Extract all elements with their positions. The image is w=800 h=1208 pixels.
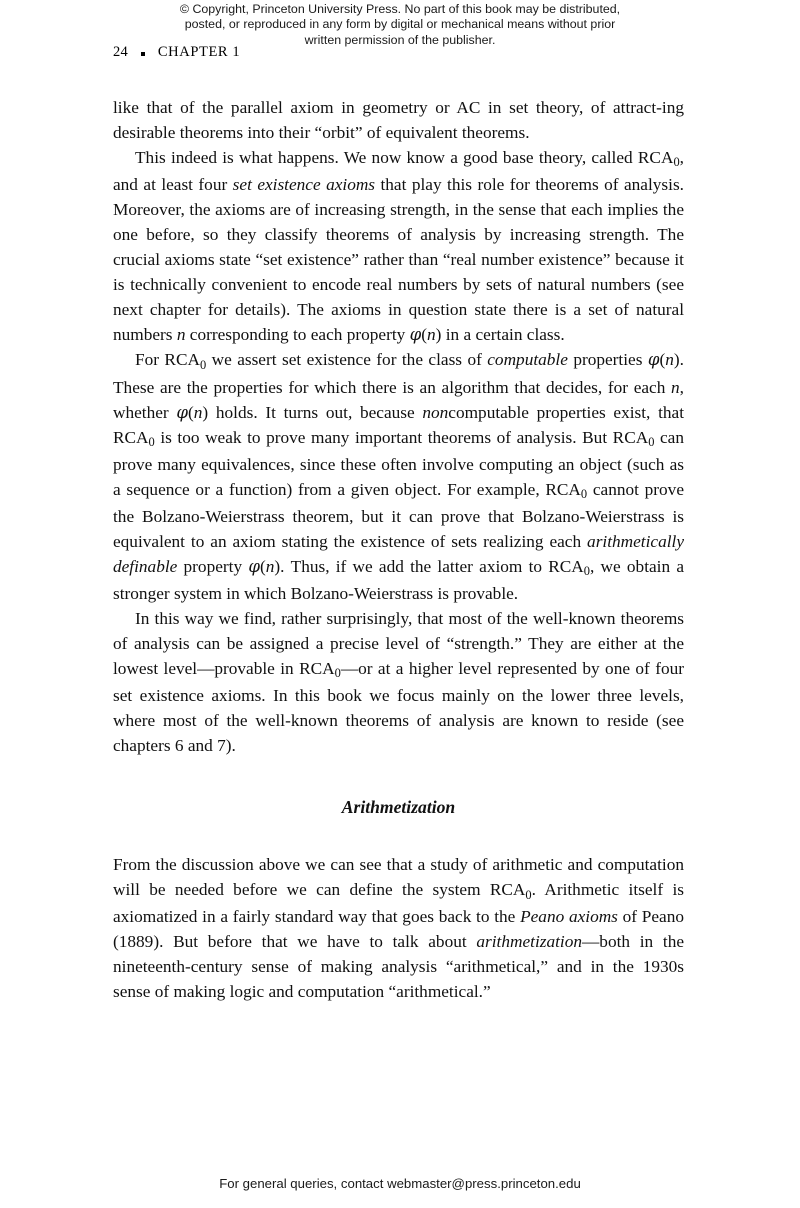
para-text: that play this role for theorems of analysis. Moreover, the axioms are of increasing strength, in the sense that each implies the one before, so they classify theorems of analysis by increasing strength. The crucial axioms state “set existence” rather than “real number existence” because it is technically convenient to encode real numbers by sets of natural numbers (see next chapter for details). The axioms in question state there is a set of natural numbers: [113, 175, 684, 345]
paragraph-base-theory: [113, 145, 684, 347]
rca-zero-subscript: 0: [673, 155, 680, 170]
text-column: [113, 95, 684, 1005]
square-bullet-icon: [141, 52, 145, 56]
para-text: properties: [567, 350, 648, 370]
paragraph-arithmetization-intro: [113, 852, 684, 1004]
emphasis-peano-axioms: Peano axioms: [520, 907, 618, 927]
para-text: From the discussion above we can see that a study of arithmetic and computation will be needed before we can define the system RCA: [113, 855, 684, 900]
rca-zero-subscript: 0: [334, 666, 341, 681]
variable-n: n: [176, 325, 186, 345]
para-text: —both in the nineteenth-century sense of making analysis “arithmetical,” and in the 1930s sense of making logic and computation “arithmetical.”: [113, 932, 685, 1002]
emphasis-computable: computable: [487, 350, 568, 370]
emphasis-non: non: [422, 402, 449, 422]
para-text: ) in a certain class.: [435, 325, 565, 345]
variable-n: n: [426, 325, 436, 345]
emphasis-set-existence-axioms: set existence axioms: [232, 175, 376, 195]
rca-zero-subscript: 0: [580, 486, 588, 501]
para-text: ). These are the properties for which there is an algorithm that decides, for each: [113, 350, 684, 397]
para-text: ) holds. It turns out, because: [202, 402, 423, 422]
paragraph-continuation: [113, 95, 684, 145]
variable-n: n: [665, 350, 674, 370]
rca-zero-subscript: 0: [648, 434, 655, 449]
para-text: , whether: [113, 377, 684, 422]
footer-general-queries: For general queries, contact webmaster@press.princeton.edu: [219, 1176, 581, 1191]
para-text: . Arithmetic itself is axiomatized in a fairly standard way that goes back to the: [113, 880, 684, 927]
variable-n: n: [193, 402, 203, 422]
para-text: computable properties exist, that RCA: [113, 402, 685, 447]
rca-zero-subscript: 0: [199, 357, 207, 372]
para-text: is too weak to prove many important theorems of analysis. But RCA: [154, 427, 649, 447]
para-text: ). Thus, if we add the latter axiom to RCA: [274, 556, 584, 576]
para-text: corresponding to each property: [185, 325, 410, 345]
paragraph-computable-properties: [113, 347, 684, 605]
phi-symbol: φ: [647, 350, 660, 370]
para-text: of Peano (1889). But before that we have to talk about: [113, 907, 685, 952]
running-head: [113, 44, 240, 61]
paragraph-strength-levels: [113, 606, 684, 758]
para-text: (: [659, 350, 666, 370]
para-text: , and at least four: [113, 148, 684, 195]
phi-symbol: φ: [248, 556, 260, 576]
rca-zero-subscript: 0: [583, 564, 590, 579]
emphasis-arithmetically-definable: arithmetically definable: [113, 531, 684, 576]
page-folio-number: 24: [113, 44, 128, 60]
para-text: can prove many equivalences, since these often involve computing an object (such as a sequence or a function) from a given object. For example, RCA: [113, 427, 684, 499]
para-text: cannot prove the Bolzano-Weierstrass theorem, but it can prove that Bolzano-Weierstrass is equivalent to an axiom stating the existence of sets realizing each: [113, 479, 684, 551]
variable-n: n: [671, 377, 680, 397]
para-text: —or at a higher level represented by one of four set existence axioms. In this book we focus mainly on the lower three levels, where most of the well-known theorems of analysis are known to reside (see chapters 6 and 7).: [113, 659, 684, 756]
section-heading-arithmetization: Arithmetization: [341, 797, 456, 818]
para-text: like that of the parallel axiom in geometry or AC in set theory, of attract-ing desirable theorems into their “orbit” of equivalent theorems.: [113, 98, 684, 143]
emphasis-arithmetization: arithmetization: [476, 932, 583, 952]
phi-symbol: φ: [409, 325, 422, 345]
para-text: property: [177, 556, 249, 576]
rca-zero-subscript: 0: [148, 434, 155, 449]
phi-symbol: φ: [176, 402, 188, 422]
para-text: For RCA: [135, 350, 200, 370]
para-text: we assert set existence for the class of: [206, 350, 488, 370]
para-text: , we obtain a stronger system in which Bolzano-Weierstrass is provable.: [113, 556, 685, 603]
para-text: (: [421, 325, 427, 345]
copyright-notice: © Copyright, Princeton University Press. No part of this book may be distributed, posted, or reproduced in any form by digital or mechanical means without prior written permission of the publisher.: [179, 2, 621, 47]
variable-n: n: [265, 556, 275, 576]
chapter-label: CHAPTER 1: [157, 44, 241, 60]
para-text: (: [259, 556, 266, 576]
para-text: In this way we find, rather surprisingly, that most of the well-known theorems of analysis can be assigned a precise level of “strength.” They are either at the lowest level—provable in RCA: [113, 608, 684, 679]
para-text: (: [188, 402, 194, 422]
para-text: This indeed is what happens. We now know a good base theory, called RCA: [135, 148, 674, 168]
rca-zero-subscript: 0: [525, 887, 532, 902]
